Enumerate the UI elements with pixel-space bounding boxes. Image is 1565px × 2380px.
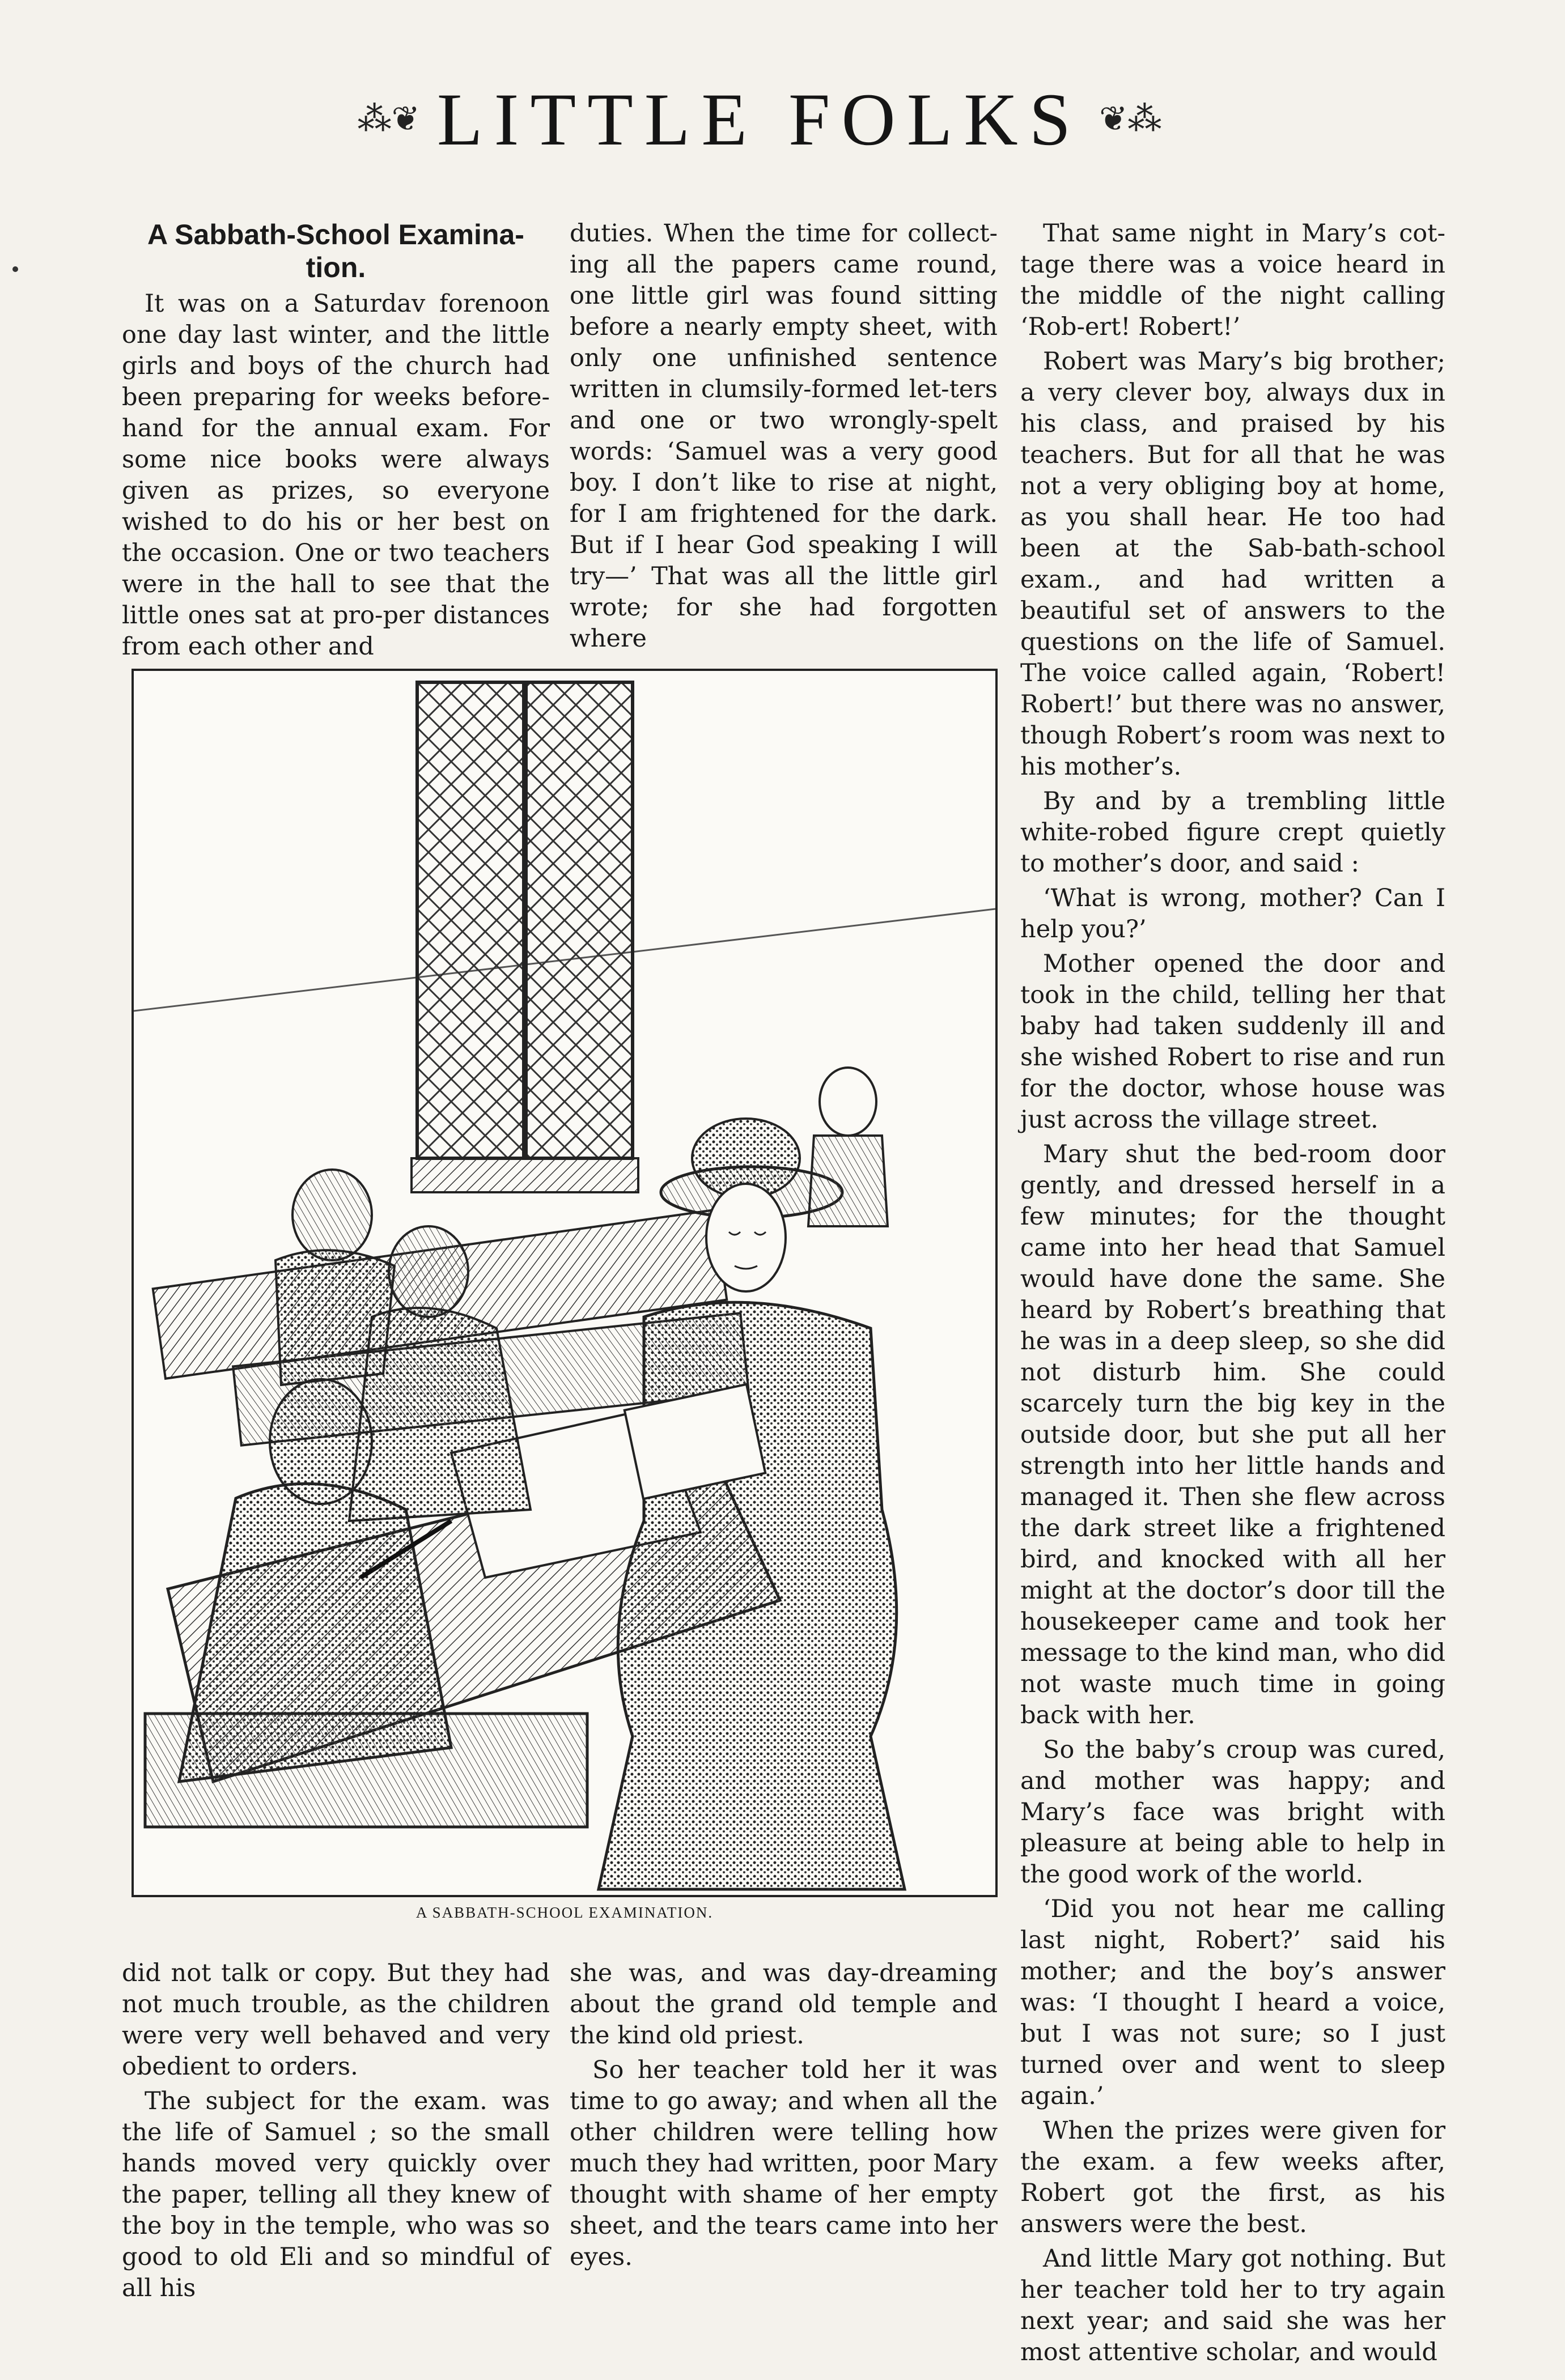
article-paragraph: By and by a trembling little white-robed figure crept quietly to mother’s door, and said : bbox=[1020, 787, 1445, 878]
article-paragraph: The subject for the exam. was the life of Samuel ; so the small hands moved very quickly over the paper, telling all they knew of the boy in the temple, who was so good to old Eli and so mindful of all his bbox=[122, 2087, 550, 2302]
article-column-2 bbox=[570, 218, 998, 653]
article-paragraph: That same night in Mary’s cot-tage there was a voice heard in the middle of the night calling ‘Rob-ert! Robert!’ bbox=[1020, 219, 1445, 341]
article-paragraph: So the baby’s croup was cured, and mother was happy; and Mary’s face was bright with pleasure at being able to help in the good work of the world. bbox=[1020, 1736, 1445, 1889]
article-headline: A Sabbath-School Examina-tion. bbox=[147, 219, 524, 283]
article-paragraph: It was on a Saturdav forenoon one day last winter, and the little girls and boys of the church had been preparing for weeks before-hand for the annual exam. For some nice books were always given as prizes, so everyone wished to do his or her best on the occasion. One or two teachers were in the hall to see that the little ones sat at pro-per distances from each other and bbox=[122, 290, 550, 661]
article-paragraph: did not talk or copy. But they had not much trouble, as the children were very well behaved and very obedient to orders. bbox=[122, 1959, 550, 2081]
illustration-caption: A SABBATH-SCHOOL EXAMINATION. bbox=[415, 1904, 714, 1921]
article-column-5 bbox=[570, 1958, 998, 2286]
page-title: LITTLE FOLKS bbox=[436, 77, 1083, 161]
article-paragraph: And little Mary got nothing. But her teacher told her to try again next year; and said she was her most attentive scholar, and would bbox=[1020, 2245, 1445, 2366]
masthead bbox=[317, 74, 1202, 164]
article-column-3 bbox=[1020, 218, 1445, 2366]
margin-mark bbox=[12, 266, 18, 272]
article-paragraph: Robert was Mary’s big brother; a very clever boy, always dux in his class, and praised by his teachers. But for all that he was not a very obliging boy at home, as you shall hear. He too had been at the Sab-bath-school exam., and had written a beautiful set of answers to the questions on the life of Samuel. The voice called again, ‘Robert! Robert!’ but there was no answer, though Robert’s room was next to his mother’s. bbox=[1020, 347, 1445, 781]
article-paragraph: So her teacher told her it was time to go away; and when all the other children were telling how much they had written, poor Mary thought with shame of her empty sheet, and the tears came into her eyes. bbox=[570, 2056, 998, 2271]
article-paragraph: When the prizes were given for the exam. a few weeks after, Robert got the first, as his answers were the best. bbox=[1020, 2116, 1445, 2238]
article-paragraph: ‘What is wrong, mother? Can I help you?’ bbox=[1020, 884, 1445, 944]
article-paragraph: Mother opened the door and took in the child, telling her that baby had taken suddenly ill and she wished Robert to rise and run for the doctor, whose house was just across the village street. bbox=[1020, 950, 1445, 1134]
ornament-right-icon: ❦⁂ bbox=[1099, 99, 1162, 139]
article-paragraph: ‘Did you not hear me calling last night, Robert?’ said his mother; and the boy’s answer was: ‘I thought I heard a voice, but I was not sure; so I just turned over and went to sleep again.’ bbox=[1020, 1895, 1445, 2110]
article-column-1 bbox=[122, 218, 550, 661]
article-column-4 bbox=[122, 1958, 550, 2302]
article-paragraph: duties. When the time for collect-ing all the papers came round, one little girl was found sitting before a nearly empty sheet, with only one unfinished sentence written in clumsily-formed let-ters and one or two wrongly-spelt words: ‘Samuel was a very good boy. I don’t like to rise at night, for I am frightened for the dark. But if I hear God speaking I will try—’ That was all the little girl wrote; for she had forgotten where bbox=[570, 219, 998, 653]
article-paragraph: she was, and was day-dreaming about the grand old temple and the kind old priest. bbox=[570, 1959, 998, 2050]
classroom-illustration bbox=[132, 669, 998, 1897]
article-paragraph: Mary shut the bed-room door gently, and dressed herself in a few minutes; for the thought came into her head that Samuel would have done the same. She heard by Robert’s breathing that he was in a deep sleep, so she did not disturb him. She could scarcely turn the big key in the outside door, but she put all her strength into her little hands and managed it. Then she flew across the dark street like a frightened bird, and knocked with all her might at the doctor’s door till the housekeeper came and took her message to the kind man, who did not waste much time in going back with her. bbox=[1020, 1140, 1445, 1729]
ornament-left-icon: ⁂❦ bbox=[357, 99, 420, 139]
